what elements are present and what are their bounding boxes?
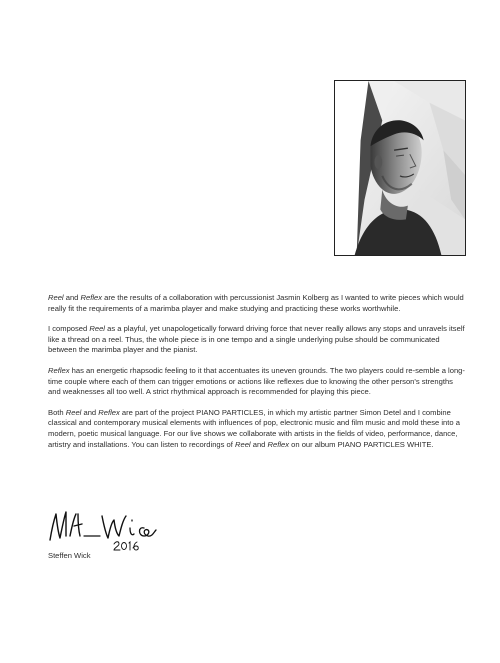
- paragraph: [48, 324, 466, 356]
- work-title: Reflex: [267, 439, 290, 449]
- portrait-photo: [334, 80, 466, 256]
- portrait-illustration: [335, 81, 465, 255]
- paragraph-text: on our album PIANO PARTICLES WHITE.: [289, 439, 434, 449]
- work-title: Reel: [89, 324, 105, 334]
- paragraph-text: and: [250, 439, 268, 449]
- work-title: Reflex: [98, 407, 120, 417]
- work-title: Reel: [48, 293, 64, 302]
- paragraph: [48, 408, 466, 450]
- paragraph-text: as a playful, yet unapologetically forward driving force that never really allows any stops and unravels itself like a thread on a reel. Thus, the whole piece is in one tempo and a single underlying pulse should be communicated between the marimba player and the pianist.: [48, 324, 465, 355]
- paragraph-text: are the results of a collaboration with percussionist Jasmin Kolberg as I wanted to write pieces which would really fit the requirements of a marimba player and make studying and practicing these works worthwhile.: [48, 293, 464, 313]
- work-title: Reflex: [80, 293, 103, 302]
- signature-name: Steffen Wick: [48, 551, 91, 560]
- work-title: Reflex: [48, 365, 70, 375]
- body-text: [48, 293, 466, 460]
- paragraph-text: and: [81, 407, 99, 417]
- handwritten-signature: [44, 506, 174, 552]
- paragraph-text: are part of the project PIANO PARTICLES, in which my artistic partner Simon Detel and I combine classical and contemporary musical elements with influences of pop, electronic music and film music and mold these into a modern, poetic musical language. For our live shows we collaborate with artists in the fields of video, performance, dance, artistry and installations. You can listen to recordings of: [48, 407, 460, 449]
- paragraph: [48, 366, 466, 398]
- signature-drawing: [44, 506, 174, 552]
- work-title: Reel: [65, 407, 82, 417]
- work-title: Reel: [235, 439, 251, 449]
- paragraph-text: I composed: [48, 324, 90, 334]
- paragraph: [48, 293, 466, 314]
- paragraph-text: has an energetic rhapsodic feeling to it that accentuates its uneven grounds. The two players could re-semble a long-time couple where each of them can trigger emotions or actions like reflexes due to knowing the other person's strengths and weaknesses all too well. A strict rhythmical approach is recommended for playing this piece.: [48, 365, 465, 397]
- paragraph-text: Both: [48, 407, 66, 417]
- paragraph-text: and: [63, 293, 81, 302]
